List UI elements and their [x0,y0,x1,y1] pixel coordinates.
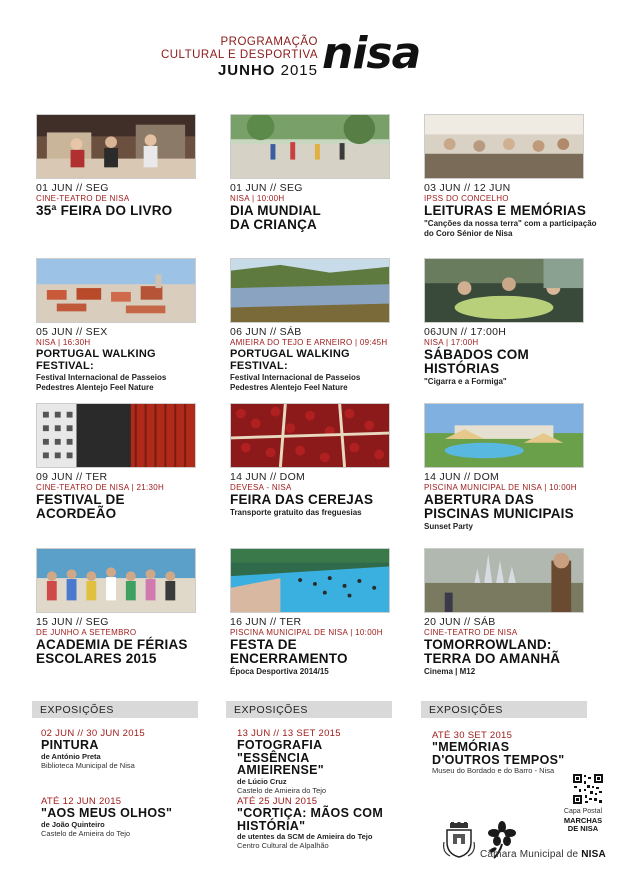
event-date: 03 JUN // 12 JUN [424,182,511,194]
exhibition-item [237,796,397,850]
event-title: DIA MUNDIAL DA CRIANÇA [230,203,321,232]
header-year: 2015 [280,62,318,79]
event-text [230,471,405,518]
event-venue: NISA | 10:00H [230,194,285,203]
exhibition-title: "CORTIÇA: MÃOS COM HISTÓRIA" [237,806,384,833]
qr-caption-line2: MARCHAS [563,815,603,825]
exhibition-place: Castelo de Amieira do Tejo [237,785,327,795]
book-fair-photo [36,114,196,179]
municipality-name [480,849,606,860]
header-text [161,36,318,77]
exhibition-place: Museu do Bordado e do Barro - Nisa [432,766,555,775]
event-venue: DE JUNHO A SETEMBRO [36,628,137,637]
event-text [424,326,599,387]
exhibition-author: de Lúcio Cruz [237,776,287,786]
event-title: FEIRA DAS CEREJAS [230,492,374,507]
qr-code-icon[interactable] [572,773,604,805]
exhibition-item [41,796,211,838]
exhibitions-label: EXPOSIÇÕES [234,704,308,716]
event-subtitle: Transporte gratuito das freguesias [230,508,362,517]
event-date: 16 JUN // TER [230,616,302,628]
event-date: 09 JUN // TER [36,471,108,483]
footer-town: NISA [581,849,606,860]
swimming-pool-opening-photo [424,403,584,468]
exhibitions-header-bar [421,701,587,718]
event-date: 14 JUN // DOM [230,471,306,483]
exhibition-title: PINTURA [41,738,99,752]
event-venue: AMIEIRA DO TEJO E ARNEIRO | 09:45H [230,338,388,347]
exhibition-title: "MEMÓRIAS D'OUTROS TEMPOS" [432,740,565,767]
town-view-photo [36,258,196,323]
exhibition-date: ATÉ 12 JUN 2015 [41,796,122,807]
event-title: TOMORROWLAND: TERRA DO AMANHÃ [424,637,561,666]
exhibition-date: 13 JUN // 13 SET 2015 [237,728,341,739]
childrens-day-photo [230,114,390,179]
event-venue: CINE-TEATRO DE NISA [424,628,518,637]
event-venue: DEVESA - NISA [230,483,292,492]
event-subtitle: Festival Internacional de Passeios Pedestres Alentejo Feel Nature [36,373,167,392]
pool-closing-photo [230,548,390,613]
event-subtitle: "Cigarra e a Formiga" [424,377,507,386]
event-title: 35ª FEIRA DO LIVRO [36,203,173,218]
exhibition-date: ATÉ 30 SET 2015 [432,730,513,741]
event-text [36,182,211,218]
exhibition-author: de utentes da SCM de Amieira do Tejo [237,832,373,841]
exhibition-author: de António Preta [41,751,101,761]
reading-memories-photo [424,114,584,179]
event-date: 01 JUN // SEG [230,182,303,194]
event-text [36,326,211,392]
event-date: 06JUN // 17:00H [424,326,507,338]
event-subtitle: Época Desportiva 2014/15 [230,667,329,676]
event-text [230,326,405,392]
event-venue: CINE-TEATRO DE NISA | 21:30H [36,483,165,492]
footer-prefix: Câmara Municipal de [480,849,582,860]
event-text [36,471,211,521]
event-title: FESTA DE ENCERRAMENTO [230,637,348,666]
exhibition-item [41,728,211,770]
exhibition-title: FOTOGRAFIA "ESSÊNCIA AMIEIRENSE" [237,738,325,777]
header-line1: PROGRAMAÇÃO [220,36,318,48]
exhibition-title: "AOS MEUS OLHOS" [41,806,173,820]
event-text [424,182,599,238]
storytelling-photo [424,258,584,323]
qr-caption-line3: DE NISA [567,824,599,833]
river-landscape-photo [230,258,390,323]
event-text [36,616,211,666]
qr-caption-line1: Capa Postal [563,808,603,815]
event-title: PORTUGAL WALKING FESTIVAL: [230,348,350,372]
exhibition-place: Centro Cultural de Alpalhão [237,841,329,850]
event-subtitle: Festival Internacional de Passeios Pedestres Alentejo Feel Nature [230,373,361,392]
event-venue: IPSS DO CONCELHO [424,194,509,203]
summer-academy-photo [36,548,196,613]
event-date: 14 JUN // DOM [424,471,500,483]
exhibition-place: Biblioteca Municipal de Nisa [41,760,135,770]
event-subtitle: Cinema | M12 [424,667,476,676]
event-venue: PISCINA MUNICIPAL DE NISA | 10:00H [424,483,577,492]
exhibitions-header-bar [226,701,392,718]
event-venue: NISA | 16:30H [36,338,91,347]
exhibition-place: Castelo de Amieira do Tejo [41,828,131,838]
qr-caption [548,808,618,834]
event-title: LEITURAS E MEMÓRIAS [424,203,587,218]
event-venue: CINE-TEATRO DE NISA [36,194,130,203]
nisa-logo: nisa [322,28,421,79]
event-subtitle: "Canções da nossa terra" com a participação do Coro Sénior de Nisa [424,219,597,238]
poster-header [0,30,620,86]
event-text [424,616,599,677]
municipal-crest-icon [442,822,476,858]
event-title: FESTIVAL DE ACORDEÃO [36,492,125,521]
accordion-photo [36,403,196,468]
header-line2: CULTURAL E DESPORTIVA [160,49,318,61]
tomorrowland-poster-photo [424,548,584,613]
exhibitions-label: EXPOSIÇÕES [40,704,114,716]
event-date: 15 JUN // SEG [36,616,109,628]
event-date: 20 JUN // SÁB [424,616,496,628]
event-title: SÁBADOS COM HISTÓRIAS [424,347,529,376]
exhibition-author: de João Quinteiro [41,819,105,829]
event-text [230,182,405,232]
exhibitions-label: EXPOSIÇÕES [429,704,503,716]
event-date: 05 JUN // SEX [36,326,108,338]
header-month-year [161,64,318,77]
header-month: JUNHO [217,62,276,79]
event-text [230,616,405,677]
exhibition-item [432,730,572,775]
event-title: PORTUGAL WALKING FESTIVAL: [36,348,156,372]
event-venue: PISCINA MUNICIPAL DE NISA | 10:00H [230,628,383,637]
event-date: 06 JUN // SÁB [230,326,302,338]
event-date: 01 JUN // SEG [36,182,109,194]
exhibition-date: 02 JUN // 30 JUN 2015 [41,728,145,739]
cherries-photo [230,403,390,468]
exhibitions-header-bar [32,701,198,718]
event-text [424,471,599,532]
event-title: ACADEMIA DE FÉRIAS ESCOLARES 2015 [36,637,188,666]
exhibition-item [237,728,397,795]
event-venue: NISA | 17:00H [424,338,479,347]
exhibition-date: ATÉ 25 JUN 2015 [237,796,318,807]
event-subtitle: Sunset Party [424,522,473,531]
event-title: ABERTURA DAS PISCINAS MUNICIPAIS [424,492,574,521]
